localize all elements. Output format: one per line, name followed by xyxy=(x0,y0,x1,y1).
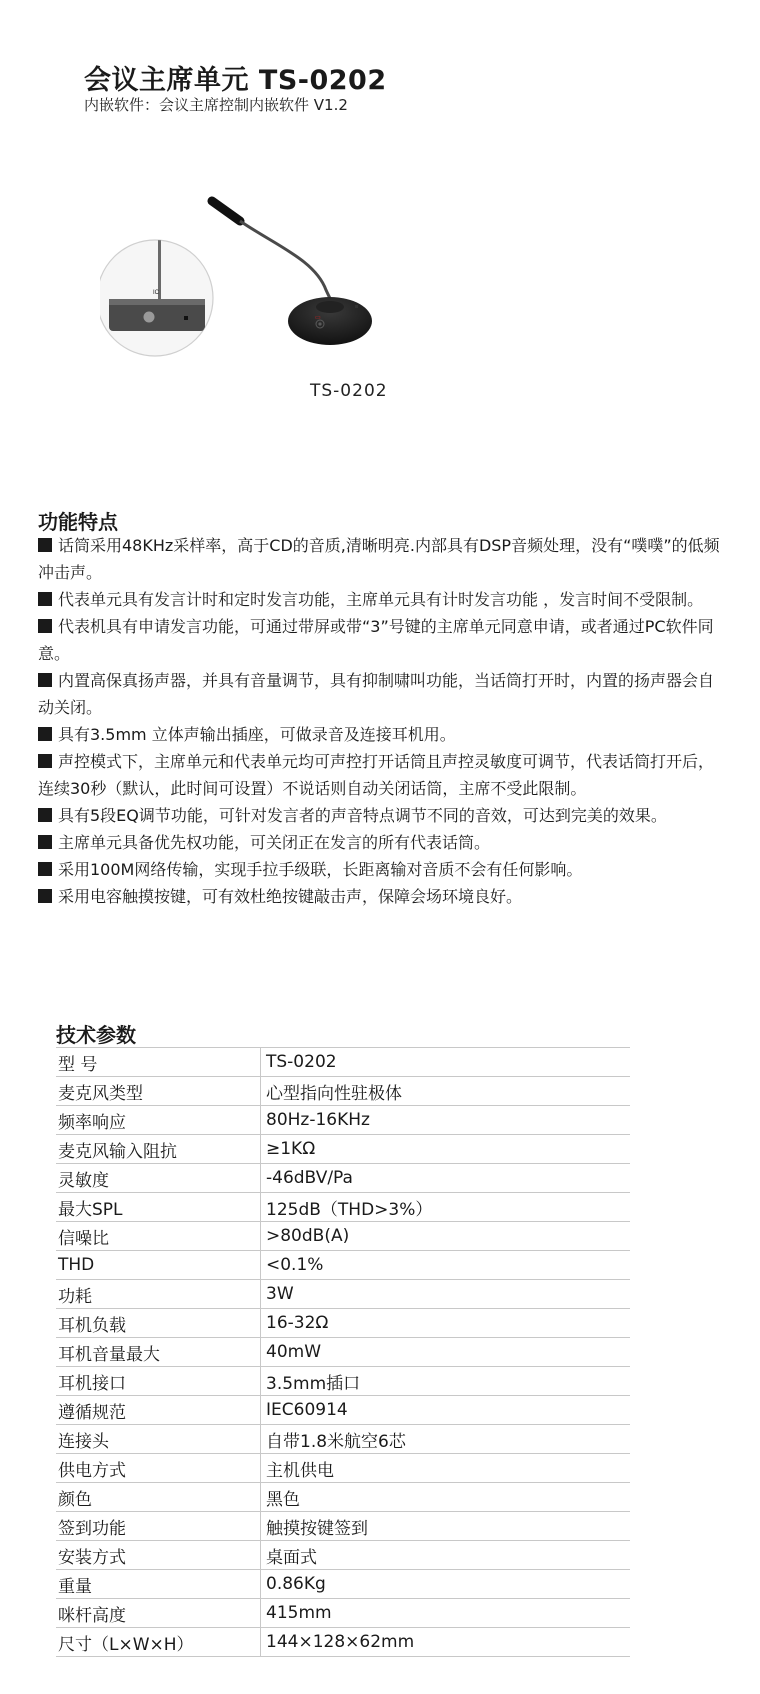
spec-row xyxy=(56,1222,630,1251)
spec-row xyxy=(56,1193,630,1222)
square-bullet-icon xyxy=(38,727,52,741)
svg-text:▭: ▭ xyxy=(315,315,321,321)
spec-row xyxy=(56,1425,630,1454)
spec-label: 信噪比 xyxy=(56,1222,261,1251)
square-bullet-icon xyxy=(38,592,52,606)
spec-value: 桌面式 xyxy=(261,1541,631,1570)
spec-label: 型 号 xyxy=(56,1048,261,1077)
spec-value: 黑色 xyxy=(261,1483,631,1512)
spec-row xyxy=(56,1048,630,1077)
spec-row xyxy=(56,1599,630,1628)
feature-item xyxy=(38,829,728,856)
spec-value: 125dB（THD>3%） xyxy=(261,1193,631,1222)
page-title: 会议主席单元 TS-0202 xyxy=(84,65,387,96)
spec-value: 触摸按键签到 xyxy=(261,1512,631,1541)
spec-label: 灵敏度 xyxy=(56,1164,261,1193)
feature-text: 代表单元具有发言计时和定时发言功能，主席单元具有计时发言功能 ，发言时间不受限制。 xyxy=(58,590,704,609)
spec-label: 签到功能 xyxy=(56,1512,261,1541)
spec-value: 自带1.8米航空6芯 xyxy=(261,1425,631,1454)
feature-item xyxy=(38,856,728,883)
spec-row xyxy=(56,1309,630,1338)
spec-value: ≥1KΩ xyxy=(261,1135,631,1164)
spec-label: 重量 xyxy=(56,1570,261,1599)
spec-value: 144×128×62mm xyxy=(261,1628,631,1657)
square-bullet-icon xyxy=(38,808,52,822)
spec-label: 供电方式 xyxy=(56,1454,261,1483)
page-subtitle: 内嵌软件：会议主席控制内嵌软件 V1.2 xyxy=(84,96,348,114)
spec-row xyxy=(56,1077,630,1106)
feature-item xyxy=(38,748,728,802)
square-bullet-icon xyxy=(38,538,52,552)
feature-text: 内置高保真扬声器，并具有音量调节，具有抑制啸叫功能，当话筒打开时，内置的扬声器会自动关闭。 xyxy=(38,671,715,717)
feature-item xyxy=(38,721,728,748)
spec-value: -46dBV/Pa xyxy=(261,1164,631,1193)
spec-value: >80dB(A) xyxy=(261,1222,631,1251)
spec-row xyxy=(56,1628,630,1657)
spec-value: 0.86Kg xyxy=(261,1570,631,1599)
feature-item xyxy=(38,883,728,910)
spec-label: 尺寸（L×W×H） xyxy=(56,1628,261,1657)
feature-item xyxy=(38,532,728,586)
spec-value: 心型指向性驻极体 xyxy=(261,1077,631,1106)
square-bullet-icon xyxy=(38,619,52,633)
square-bullet-icon xyxy=(38,862,52,876)
spec-label: 安装方式 xyxy=(56,1541,261,1570)
square-bullet-icon xyxy=(38,673,52,687)
feature-text: 采用电容触摸按键，可有效杜绝按键敲击声，保障会场环境良好。 xyxy=(58,887,523,906)
spec-value: 40mW xyxy=(261,1338,631,1367)
spec-row xyxy=(56,1106,630,1135)
inset-logo-text: IC xyxy=(153,290,159,296)
spec-row xyxy=(56,1483,630,1512)
square-bullet-icon xyxy=(38,754,52,768)
spec-row xyxy=(56,1512,630,1541)
spec-value: TS-0202 xyxy=(261,1048,631,1077)
feature-text: 声控模式下，主席单元和代表单元均可声控打开话筒且声控灵敏度可调节，代表话筒打开后，连续30秒（默认，此时间可设置）不说话则自动关闭话筒，主席不受此限制。 xyxy=(38,752,715,798)
spec-row xyxy=(56,1570,630,1599)
spec-label: 耳机负载 xyxy=(56,1309,261,1338)
spec-label: 咪杆高度 xyxy=(56,1599,261,1628)
feature-text: 采用100M网络传输，实现手拉手级联，长距离输对音质不会有任何影响。 xyxy=(58,860,583,879)
spec-row xyxy=(56,1541,630,1570)
spec-label: 频率响应 xyxy=(56,1106,261,1135)
spec-value: 主机供电 xyxy=(261,1454,631,1483)
feature-text: 主席单元具备优先权功能，可关闭正在发言的所有代表话筒。 xyxy=(58,833,491,852)
spec-row xyxy=(56,1280,630,1309)
spec-label: 麦克风输入阻抗 xyxy=(56,1135,261,1164)
spec-row xyxy=(56,1164,630,1193)
spec-value: 3W xyxy=(261,1280,631,1309)
feature-item xyxy=(38,613,728,667)
feature-text: 代表机具有申请发言功能，可通过带屏或带“3”号键的主席单元同意申请，或者通过PC软件同意。 xyxy=(38,617,714,663)
spec-value: <0.1% xyxy=(261,1251,631,1280)
spec-label: THD xyxy=(56,1251,261,1280)
square-bullet-icon xyxy=(38,835,52,849)
spec-label: 最大SPL xyxy=(56,1193,261,1222)
spec-value: 16-32Ω xyxy=(261,1309,631,1338)
spec-value: 3.5mm插口 xyxy=(261,1367,631,1396)
feature-text: 具有5段EQ调节功能，可针对发言者的声音特点调节不同的音效，可达到完美的效果。 xyxy=(58,806,667,825)
features-list xyxy=(38,532,728,910)
spec-label: 颜色 xyxy=(56,1483,261,1512)
spec-value: 80Hz-16KHz xyxy=(261,1106,631,1135)
spec-value: IEC60914 xyxy=(261,1396,631,1425)
specs-table xyxy=(56,1047,630,1657)
spec-label: 连接头 xyxy=(56,1425,261,1454)
spec-value: 415mm xyxy=(261,1599,631,1628)
feature-text: 话筒采用48KHz采样率，高于CD的音质,清晰明亮.内部具有DSP音频处理，没有“噗噗”的低频冲击声。 xyxy=(38,536,720,582)
spec-label: 麦克风类型 xyxy=(56,1077,261,1106)
spec-row xyxy=(56,1251,630,1280)
product-image xyxy=(100,195,430,410)
spec-row xyxy=(56,1396,630,1425)
square-bullet-icon xyxy=(38,889,52,903)
spec-label: 功耗 xyxy=(56,1280,261,1309)
inset-detail xyxy=(100,225,213,356)
specs-heading: 技术参数 xyxy=(56,1023,136,1047)
spec-row xyxy=(56,1367,630,1396)
feature-text: 具有3.5mm 立体声输出插座，可做录音及连接耳机用。 xyxy=(58,725,456,744)
feature-item xyxy=(38,586,728,613)
microphone xyxy=(212,201,372,345)
features-heading: 功能特点 xyxy=(38,510,118,534)
spec-label: 遵循规范 xyxy=(56,1396,261,1425)
feature-item xyxy=(38,667,728,721)
spec-row xyxy=(56,1338,630,1367)
spec-label: 耳机接口 xyxy=(56,1367,261,1396)
figure-caption: TS-0202 xyxy=(310,381,388,401)
spec-row xyxy=(56,1454,630,1483)
spec-row xyxy=(56,1135,630,1164)
feature-item xyxy=(38,802,728,829)
spec-label: 耳机音量最大 xyxy=(56,1338,261,1367)
